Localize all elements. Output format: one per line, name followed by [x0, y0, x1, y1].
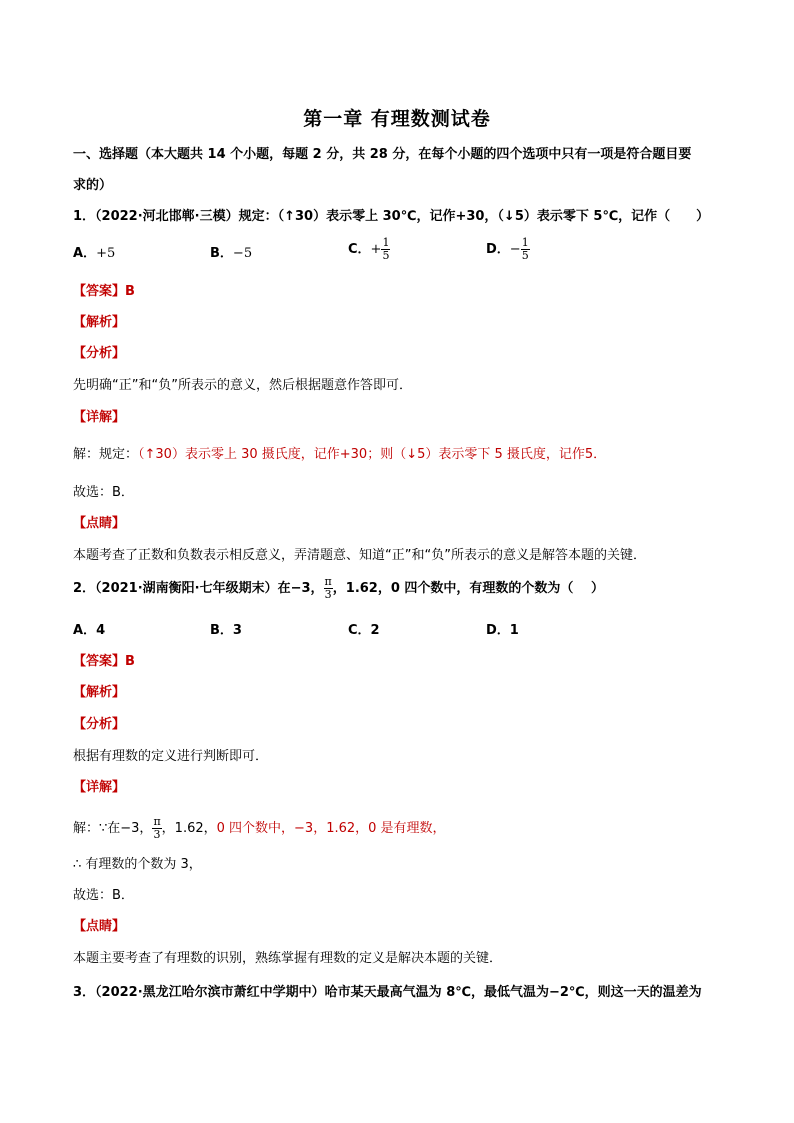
q1-dianjing-label: 【点睛】 — [73, 516, 126, 531]
q2-analysis: 根据有理数的定义进行判断即可． — [73, 749, 269, 764]
q1-analysis: 先明确“正”和“负”所表示的意义，然后根据题意作答即可． — [73, 378, 412, 393]
q1-choose: 故选：B． — [73, 485, 134, 500]
q2-option-a: A．4 — [73, 623, 106, 638]
q2-choose: 故选：B． — [73, 888, 134, 903]
q1-option-d-fraction: $\frac{1}{5}$ — [521, 236, 529, 262]
q1-fenxi-label: 【分析】 — [73, 346, 126, 361]
q1-jiexi-label: 【解析】 — [73, 315, 126, 330]
q2-detail: 解：∵在−3， $\frac{\pi}{3}$ ，1.62，0 四个数中，−3，1.62，0 是有理数， — [73, 815, 446, 841]
q2-dianjing-label: 【点睛】 — [73, 919, 126, 934]
q2-option-c: C．2 — [348, 623, 380, 638]
section-heading-cont: 求的） — [73, 178, 113, 193]
q1-detail: 解：规定：（↑30）表示零上 30 摄氏度，记作+30；则（↓5）表示零下 5 摄氏度，记作5． — [73, 447, 607, 462]
q2-therefore: ∴ 有理数的个数为 3， — [73, 857, 202, 872]
q1-option-b: B．−5 — [210, 246, 253, 261]
section-heading: 一、选择题（本大题共 14 个小题，每题 2 分，共 28 分，在每个小题的四个选项中只有一项是符合题目要 — [73, 147, 692, 162]
q2-jiexi-label: 【解析】 — [73, 685, 126, 700]
q2-pi-fraction: $\frac{\pi}{3}$ — [324, 575, 332, 601]
q1-comment: 本题考查了正数和负数表示相反意义，弄清题意、知道“正”和“负”所表示的意义是解答本题的关键． — [73, 548, 646, 563]
q1-option-a: A．+5 — [73, 246, 116, 261]
q1-xiangjie-label: 【详解】 — [73, 410, 126, 425]
q2-stem: 2．（2021·湖南衡阳·七年级期末）在−3， $\frac{\pi}{3}$ ，1.62，0 四个数中，有理数的个数为（ ） — [73, 575, 604, 601]
q2-option-d: D．1 — [486, 623, 519, 638]
q1-answer: 【答案】B — [73, 284, 135, 299]
q2-answer: 【答案】B — [73, 654, 135, 669]
q2-comment: 本题主要考查了有理数的识别，熟练掌握有理数的定义是解决本题的关键． — [73, 951, 503, 966]
q2-xiangjie-label: 【详解】 — [73, 780, 126, 795]
q1-option-c: C．+ $\frac{1}{5}$ — [348, 236, 390, 262]
q3-stem: 3．（2022·黑龙江哈尔滨市萧红中学期中）哈市某天最高气温为 8℃，最低气温为−2℃，则这一天的温差为 — [73, 985, 702, 1000]
q1-option-d: D．− $\frac{1}{5}$ — [486, 236, 529, 262]
q1-option-c-fraction: $\frac{1}{5}$ — [382, 236, 390, 262]
q2-option-b: B．3 — [210, 623, 242, 638]
q2-detail-pi-fraction: $\frac{\pi}{3}$ — [153, 815, 161, 841]
page-title: 第一章 有理数测试卷 — [303, 108, 491, 130]
q1-stem: 1．（2022·河北邯郸·三模）规定：（↑30）表示零上 30℃，记作+30，（↓5）表示零下 5℃，记作（ ） — [73, 209, 710, 224]
q2-fenxi-label: 【分析】 — [73, 717, 126, 732]
